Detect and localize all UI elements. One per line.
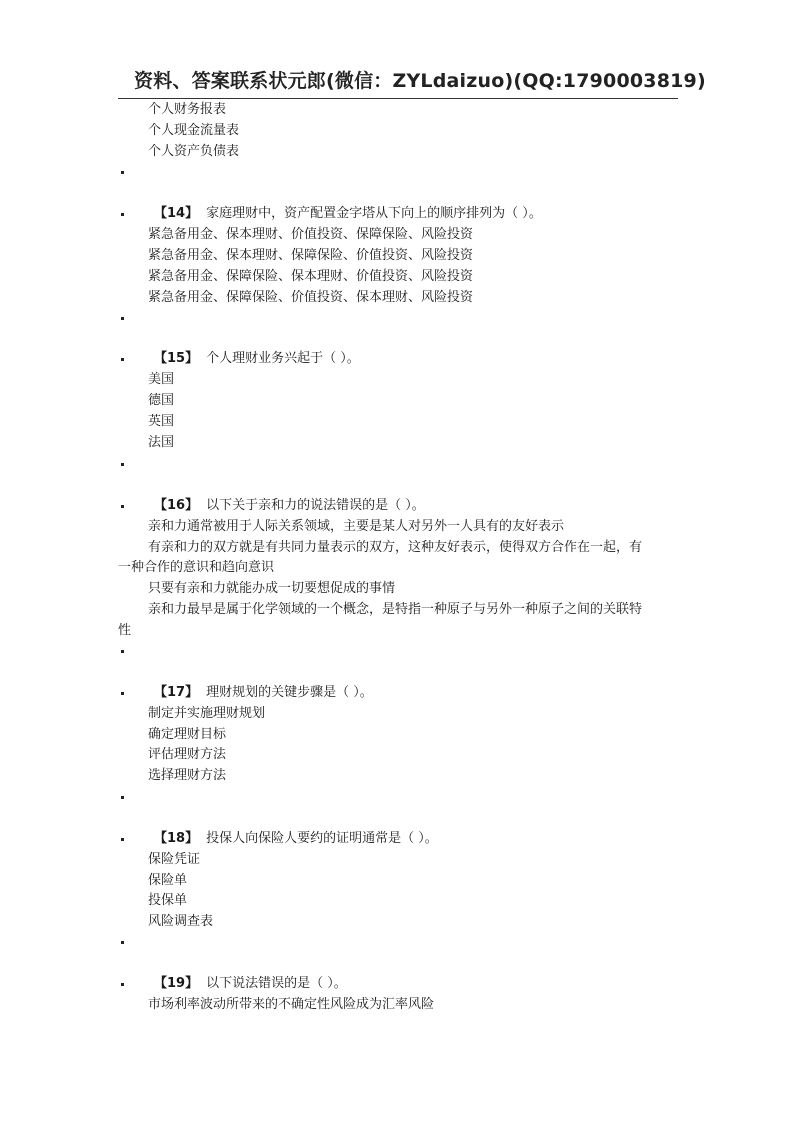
option-text: 市场利率波动所带来的不确定性风险成为汇率风险 [148, 997, 435, 1012]
option-text: 选择理财方法 [148, 768, 227, 783]
bullet-separator [121, 941, 124, 944]
option-text: 确定理财目标 [148, 727, 227, 742]
option-text: 紧急备用金、保障保险、价值投资、保本理财、风险投资 [148, 290, 474, 305]
option-text: 紧急备用金、保障保险、保本理财、价值投资、风险投资 [148, 269, 474, 284]
bullet-separator [121, 171, 124, 174]
option-text: 德国 [148, 393, 175, 408]
option-text: 只要有亲和力就能办成一切要想促成的事情 [148, 581, 396, 596]
question-text: 以下说法错误的是（ ）。 [206, 976, 347, 991]
bullet [121, 358, 124, 361]
bullet [121, 692, 124, 695]
option-text: 制定并实施理财规划 [148, 706, 266, 721]
bullet [121, 838, 124, 841]
question-number: 【19】 [154, 976, 199, 991]
bullet-separator [121, 463, 124, 466]
question-number: 【17】 [154, 685, 199, 700]
option-text: 个人现金流量表 [148, 123, 240, 138]
question-number: 【14】 [154, 206, 199, 221]
bullet [121, 213, 124, 216]
option-text-continued: 性 [118, 623, 132, 638]
option-text: 投保单 [148, 893, 188, 908]
option-text: 有亲和力的双方就是有共同力量表示的双方，这种友好表示，使得双方合作在一起，有 [148, 540, 643, 555]
option-text-continued: 一种合作的意识和趋向意识 [118, 560, 275, 575]
option-text: 英国 [148, 414, 175, 429]
option-text: 紧急备用金、保本理财、价值投资、保障保险、风险投资 [148, 227, 474, 242]
question-18 [154, 830, 438, 848]
question-text: 理财规划的关键步骤是（ ）。 [206, 685, 373, 700]
question-19 [154, 975, 347, 993]
question-14 [154, 205, 542, 223]
question-text: 投保人向保险人要约的证明通常是（ ）。 [206, 831, 438, 846]
question-16 [154, 497, 425, 515]
question-number: 【18】 [154, 831, 199, 846]
option-text: 美国 [148, 372, 175, 387]
question-number: 【15】 [154, 351, 199, 366]
option-text: 风险调查表 [148, 914, 214, 929]
question-text: 以下关于亲和力的说法错误的是（ ）。 [206, 498, 425, 513]
option-text: 个人资产负债表 [148, 144, 240, 159]
question-text: 个人理财业务兴起于（ ）。 [206, 351, 360, 366]
option-text: 保险凭证 [148, 852, 201, 867]
question-text: 家庭理财中，资产配置金字塔从下向上的顺序排列为（ ）。 [206, 206, 542, 221]
option-text: 紧急备用金、保本理财、保障保险、价值投资、风险投资 [148, 248, 474, 263]
question-15 [154, 350, 360, 368]
option-text: 亲和力通常被用于人际关系领域，主要是某人对另外一人具有的友好表示 [148, 519, 565, 534]
bullet-separator [121, 317, 124, 320]
option-text: 评估理财方法 [148, 747, 227, 762]
bullet [121, 505, 124, 508]
bullet-separator [121, 796, 124, 799]
option-text: 个人财务报表 [148, 102, 227, 117]
option-text: 保险单 [148, 873, 188, 888]
option-text: 法国 [148, 435, 175, 450]
bullet-separator [121, 650, 124, 653]
question-number: 【16】 [154, 498, 199, 513]
question-17 [154, 684, 373, 702]
option-text: 亲和力最早是属于化学领域的一个概念，是特指一种原子与另外一种原子之间的关联特 [148, 602, 643, 617]
header-contact-text: 资料、答案联系状元郎(微信：ZYLdaizuo)(QQ:1790003819) [134, 70, 706, 92]
page-header [118, 58, 706, 99]
bullet [121, 983, 124, 986]
